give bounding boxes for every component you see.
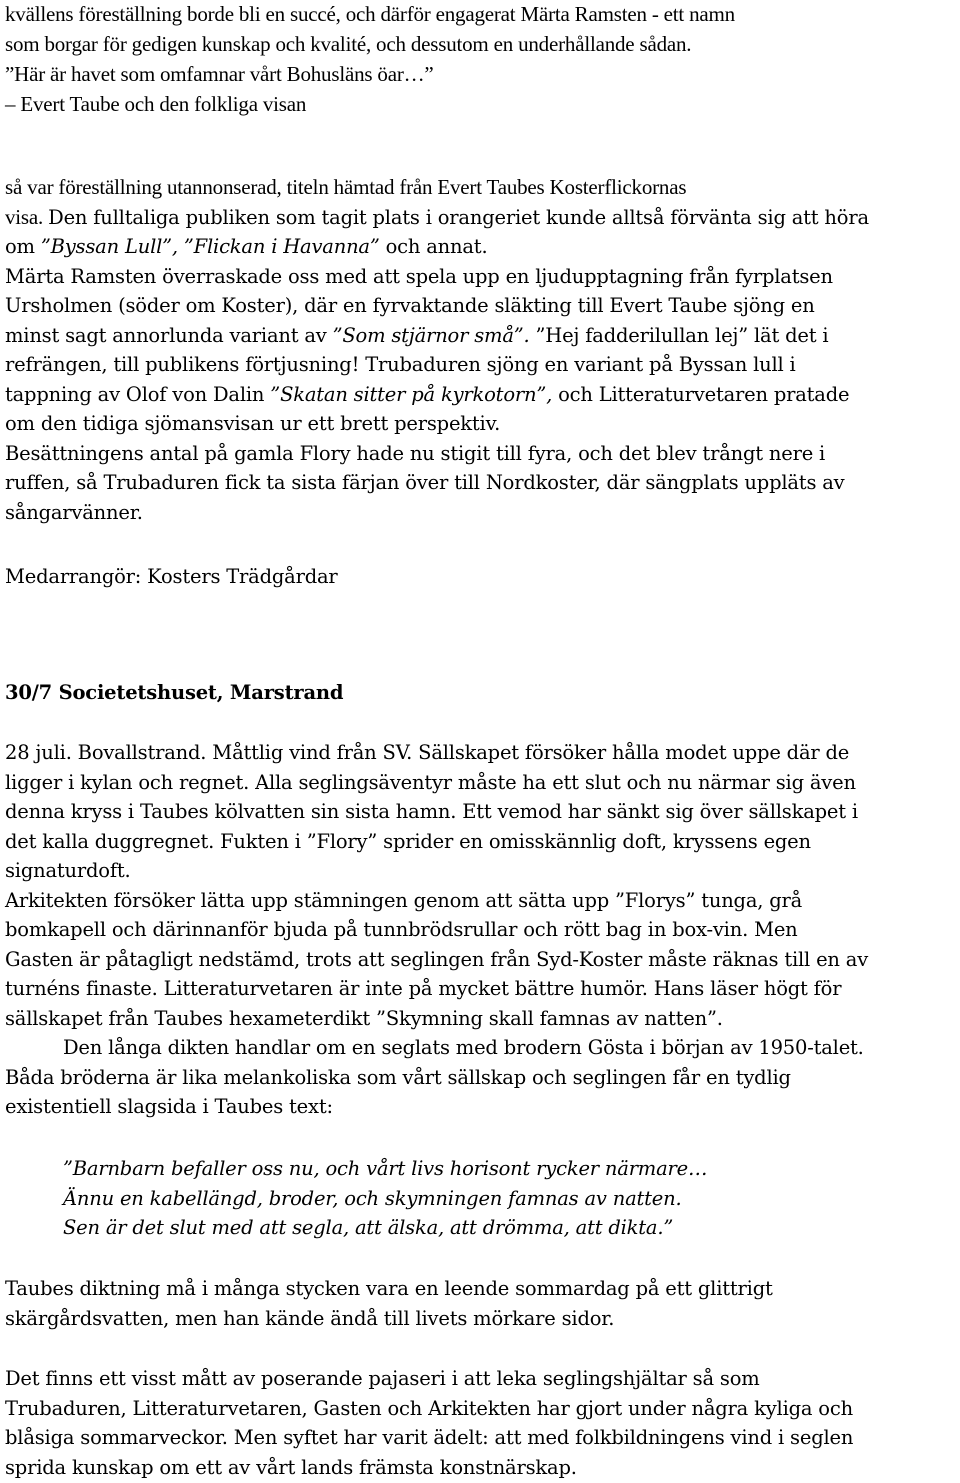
text-span: tappning av Olof von Dalin bbox=[5, 382, 271, 406]
paragraph-3 bbox=[5, 1274, 955, 1333]
event-subtitle: – Evert Taube och den folkliga visan bbox=[5, 91, 307, 116]
text-span: visa. bbox=[5, 204, 49, 229]
text-line: kvällens föreställning borde bli en succé, och därför engagerat Märta Ramsten - ett namn bbox=[5, 2, 735, 26]
text-line: signaturdoft. bbox=[5, 859, 131, 882]
intro-paragraph bbox=[5, 0, 955, 59]
song-titles: ”Byssan Lull”, ”Flickan i Havanna” bbox=[40, 235, 380, 258]
text-line bbox=[5, 321, 955, 351]
text-line: Ursholmen (söder om Koster), där en fyrvaktande släkting till Evert Taube sjöng en bbox=[5, 294, 815, 317]
text-line: sprida kunskap om ett av vårt lands främsta konstnärskap. bbox=[5, 1455, 577, 1479]
text-line: Taubes diktning må i många stycken vara en leende sommardag på ett glittrigt bbox=[5, 1277, 773, 1300]
poem-quote bbox=[5, 1154, 955, 1243]
text-line: om den tidiga sjömansvisan ur ett brett perspektiv. bbox=[5, 412, 501, 435]
text-line: som borgar för gedigen kunskap och kvalité, och dessutom en underhållande sådan. bbox=[5, 31, 692, 56]
text-line: så var föreställning utannonserad, titeln hämtad från Evert Taubes Kosterflickornas bbox=[5, 175, 687, 199]
text-line: turnéns finaste. Litteraturvetaren är inte på mycket bättre humör. Hans läser högt för bbox=[5, 977, 842, 1000]
text-line: sångarvänner. bbox=[5, 500, 143, 524]
text-line: 28 juli. Bovallstrand. Måttlig vind från SV. Sällskapet försöker hålla modet uppe där de bbox=[5, 741, 850, 764]
text-line: Gasten är påtagligt nedstämd, trots att seglingen från Syd-Koster måste räknas till en av bbox=[5, 947, 869, 971]
poem-line: Sen är det slut med att segla, att älska, att drömma, att dikta.” bbox=[63, 1216, 674, 1239]
text-line: det kalla duggregnet. Fukten i ”Flory” sprider en omisskännlig doft, kryssens egen bbox=[5, 829, 811, 853]
text-line: ruffen, så Trubaduren fick ta sista färjan över till Nordkoster, där sängplats uppläts av bbox=[5, 471, 845, 494]
co-organizer-text: Medarrangör: Kosters Trädgårdar bbox=[5, 565, 338, 588]
event-title-block bbox=[5, 60, 955, 119]
text-line: Arkitekten försöker lätta upp stämningen genom att sätta upp ”Florys” tunga, grå bbox=[5, 888, 803, 912]
text-span: Den fulltaliga publiken som tagit plats i orangeriet kunde alltså förvänta sig att höra bbox=[48, 205, 869, 229]
text-line: Trubaduren, Litteraturvetaren, Gasten och Arkitekten har gjort under några kyliga och bbox=[5, 1396, 853, 1420]
song-title: ”Skatan sitter på kyrkotorn”, bbox=[270, 382, 553, 406]
text-line: skärgårdsvatten, men han kände ändå till livets mörkare sidor. bbox=[5, 1306, 615, 1330]
text-line: Besättningens antal på gamla Flory hade nu stigit till fyra, och det blev trångt nere i bbox=[5, 441, 826, 465]
text-line: existentiell slagsida i Taubes text: bbox=[5, 1095, 333, 1118]
text-line: Den långa dikten handlar om en seglats med brodern Gösta i början av 1950-talet. bbox=[63, 1036, 864, 1059]
poem-line: Ännu en kabellängd, broder, och skymningen famnas av natten. bbox=[63, 1186, 682, 1210]
text-line: Det finns ett visst mått av poserande pajaseri i att leka seglingshjältar så som bbox=[5, 1367, 760, 1390]
text-line: bomkapell och därinnanför bjuda på tunnbrödsrullar och rött bag in box-vin. Men bbox=[5, 918, 798, 941]
text-line: Båda bröderna är lika melankoliska som vårt sällskap och seglingen får en tydlig bbox=[5, 1065, 791, 1089]
section-heading bbox=[5, 678, 955, 708]
text-line: Märta Ramsten överraskade oss med att spela upp en ljudupptagning från fyrplatsen bbox=[5, 264, 833, 288]
poem-line: ”Barnbarn befaller oss nu, och vårt livs horisont rycker närmare… bbox=[63, 1157, 708, 1180]
text-line: sällskapet från Taubes hexameterdikt ”Skymning skall famnas av natten”. bbox=[5, 1006, 723, 1030]
paragraph-2 bbox=[5, 738, 955, 1122]
text-line bbox=[5, 232, 955, 262]
text-line: blåsiga sommarveckor. Men syftet har varit ädelt: att med folkbildningens vind i seglen bbox=[5, 1426, 854, 1449]
text-span: ”Hej fadderilullan lej” lät det i bbox=[529, 323, 829, 347]
text-line: refrängen, till publikens förtjusning! Trubaduren sjöng en variant på Byssan lull i bbox=[5, 353, 796, 376]
co-organizer bbox=[5, 562, 955, 592]
song-title: ”Som stjärnor små”. bbox=[332, 323, 530, 347]
text-span: och annat. bbox=[379, 235, 488, 258]
text-span: om bbox=[5, 235, 41, 258]
section-heading-text: 30/7 Societetshuset, Marstrand bbox=[5, 681, 344, 704]
text-line: ligger i kylan och regnet. Alla seglingsäventyr måste ha ett slut och nu närmar sig även bbox=[5, 770, 856, 794]
text-span: minst sagt annorlunda variant av bbox=[5, 323, 333, 347]
text-span: och Litteraturvetaren pratade bbox=[552, 382, 850, 406]
paragraph-4 bbox=[5, 1364, 955, 1482]
event-title: ”Här är havet som omfamnar vårt Bohusläns öar…” bbox=[5, 62, 434, 86]
text-line bbox=[5, 203, 955, 233]
paragraph-1 bbox=[5, 173, 955, 527]
text-line: denna kryss i Taubes kölvatten sin sista hamn. Ett vemod har sänkt sig över sällskapet i bbox=[5, 800, 858, 823]
text-line bbox=[5, 380, 955, 410]
